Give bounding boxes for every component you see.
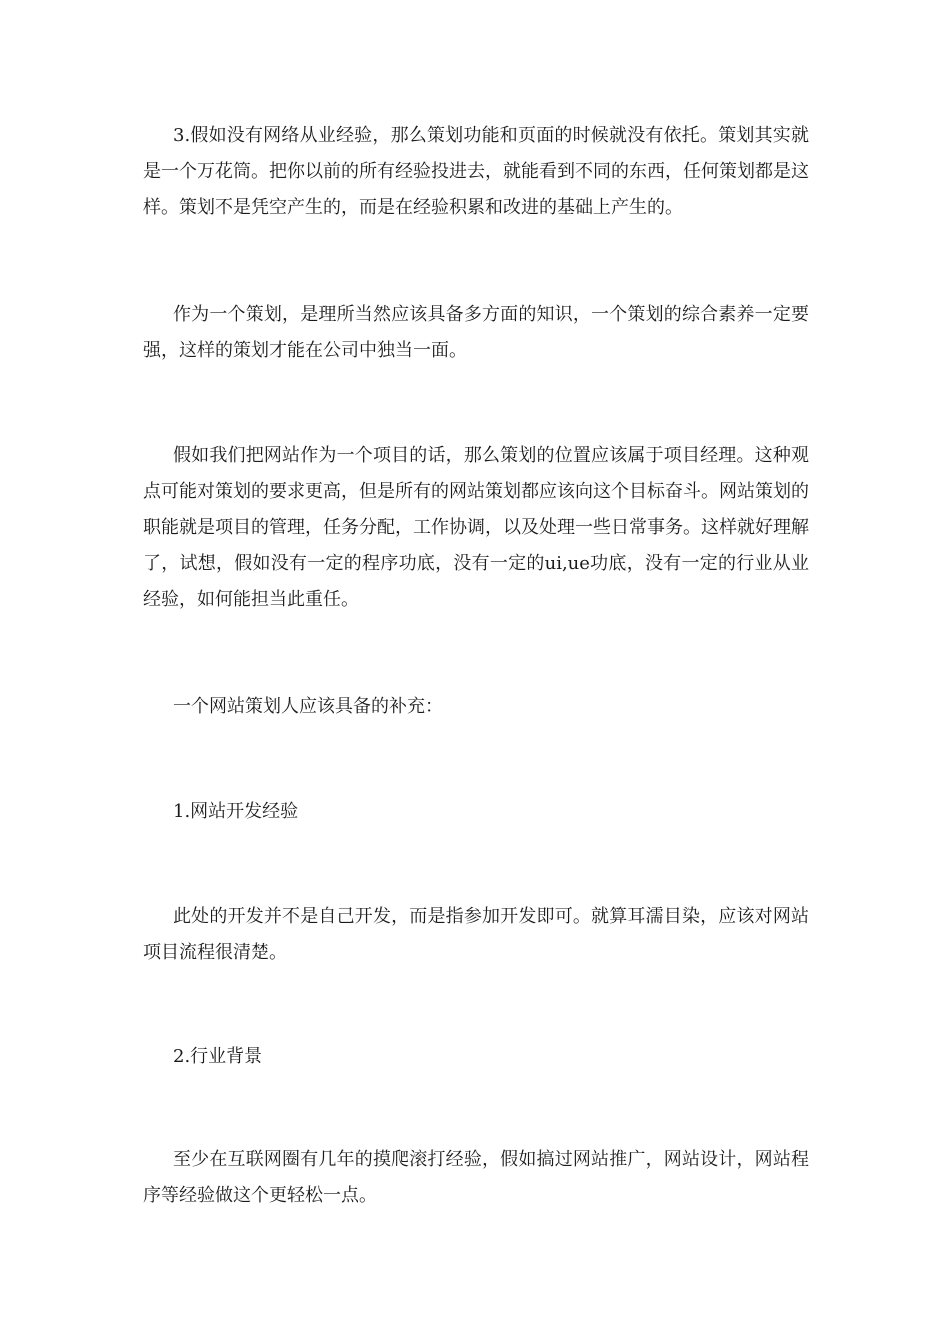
paragraph-planning-experience: 3.假如没有网络从业经验，那么策划功能和页面的时候就没有依托。策划其实就是一个万花筒。把你以前的所有经验投进去，就能看到不同的东西，任何策划都是这样。策划不是凭空产生的，而是在经验积累和改进的基础上产生的。 xyxy=(143,125,809,218)
paragraph-development-detail: 此处的开发并不是自己开发，而是指参加开发即可。就算耳濡目染，应该对网站项目流程很清楚。 xyxy=(143,906,809,963)
heading-industry-background: 2.行业背景 xyxy=(173,1046,263,1067)
paragraph-planner-knowledge: 作为一个策划，是理所当然应该具备多方面的知识，一个策划的综合素养一定要强，这样的策划才能在公司中独当一面。 xyxy=(143,304,809,361)
heading-development-experience: 1.网站开发经验 xyxy=(173,801,299,822)
paragraph-industry-detail: 至少在互联网圈有几年的摸爬滚打经验，假如搞过网站推广，网站设计，网站程序等经验做这个更轻松一点。 xyxy=(143,1149,809,1206)
paragraph-supplement-intro: 一个网站策划人应该具备的补充： xyxy=(173,696,443,717)
paragraph-project-manager: 假如我们把网站作为一个项目的话，那么策划的位置应该属于项目经理。这种观点可能对策划的要求更高，但是所有的网站策划都应该向这个目标奋斗。网站策划的职能就是项目的管理，任务分配，工作协调，以及处理一些日常事务。这样就好理解了，试想，假如没有一定的程序功底，没有一定的ui,ue功底，没有一定的行业从业经验，如何能担当此重任。 xyxy=(143,445,809,610)
